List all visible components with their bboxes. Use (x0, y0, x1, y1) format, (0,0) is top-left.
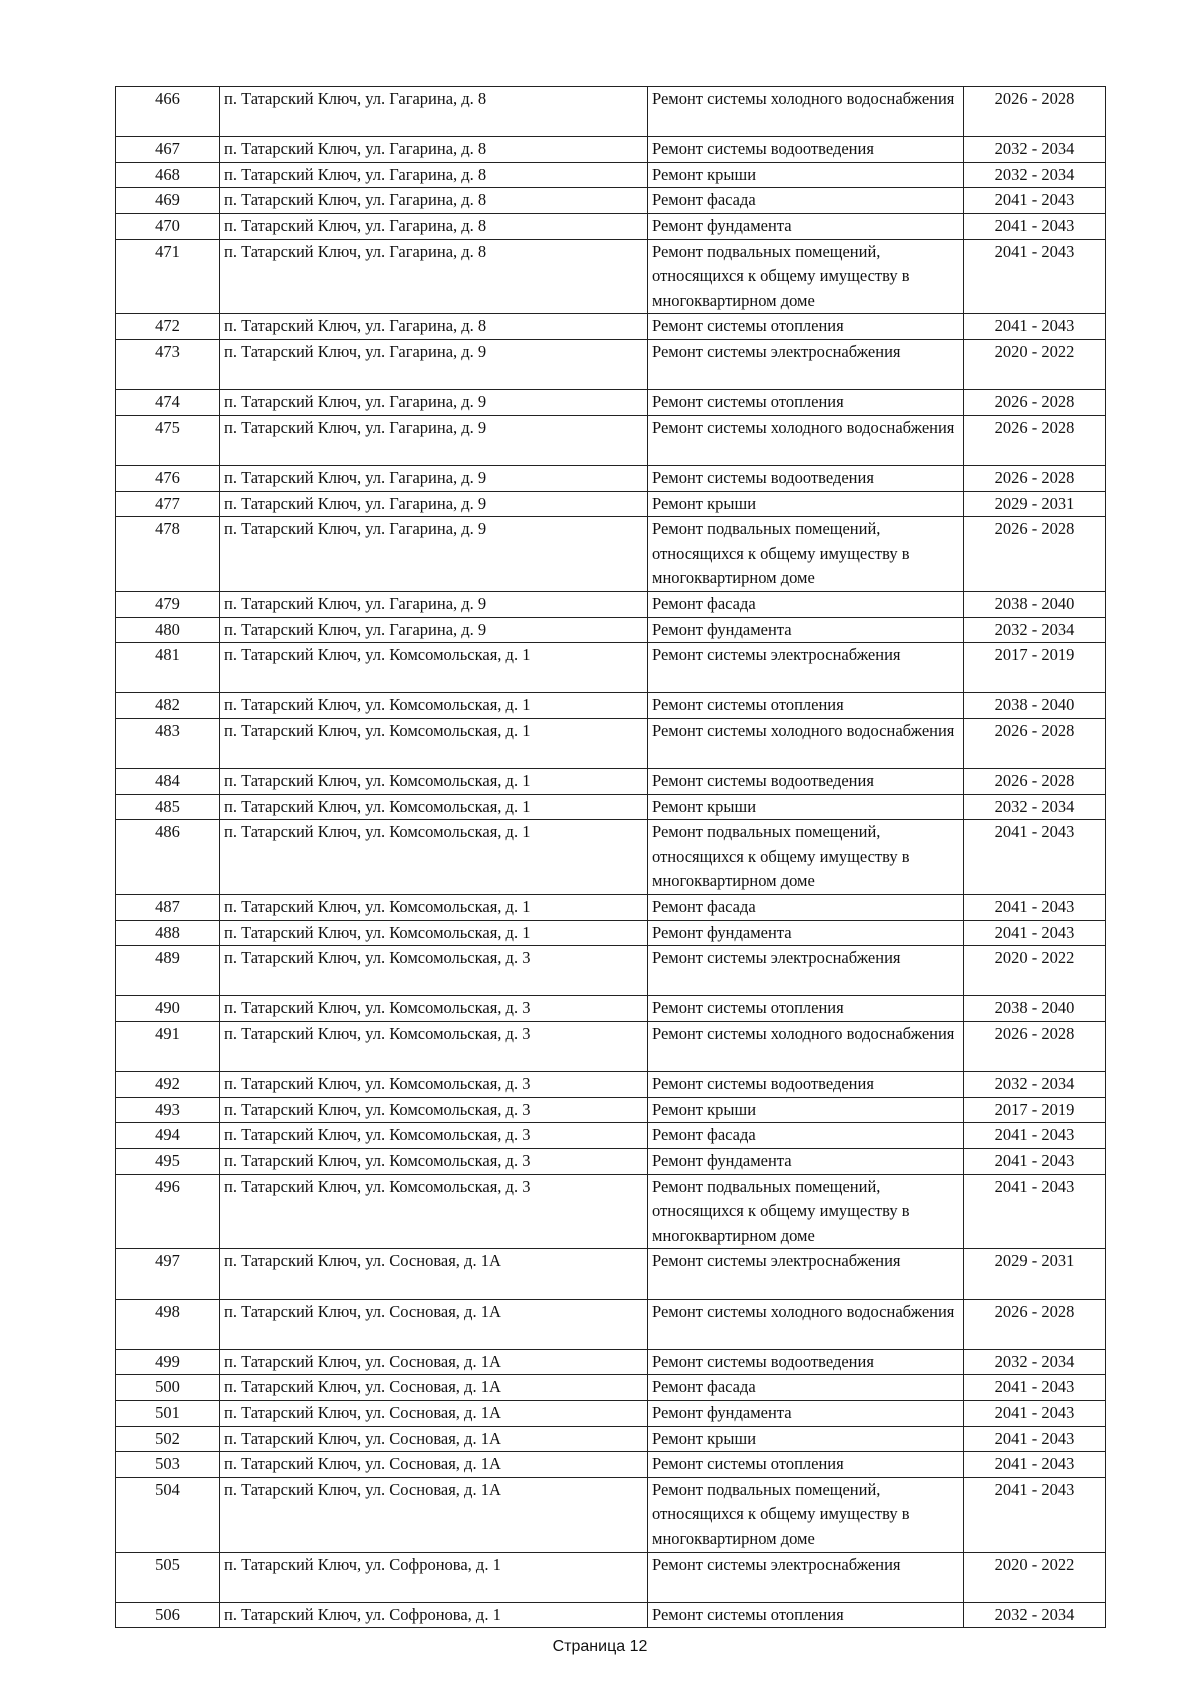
period-cell: 2026 - 2028 (964, 1022, 1106, 1072)
period-cell: 2041 - 2043 (964, 1400, 1106, 1426)
period-cell: 2041 - 2043 (964, 1477, 1106, 1552)
table-row (116, 1375, 1106, 1401)
table-row (116, 591, 1106, 617)
period-cell: 2026 - 2028 (964, 517, 1106, 592)
work-type-cell: Ремонт системы водоотведения (648, 137, 964, 163)
work-type-cell: Ремонт фундамента (648, 1148, 964, 1174)
row-number: 477 (116, 491, 220, 517)
table-row (116, 1097, 1106, 1123)
work-type-cell: Ремонт системы водоотведения (648, 465, 964, 491)
work-type-cell: Ремонт крыши (648, 794, 964, 820)
work-type-cell: Ремонт системы водоотведения (648, 1072, 964, 1098)
work-type-cell: Ремонт фасада (648, 895, 964, 921)
work-type-cell: Ремонт системы электроснабжения (648, 339, 964, 389)
row-number: 490 (116, 996, 220, 1022)
period-cell: 2026 - 2028 (964, 415, 1106, 465)
row-number: 505 (116, 1552, 220, 1602)
address-cell: п. Татарский Ключ, ул. Сосновая, д. 1А (220, 1349, 648, 1375)
table-row (116, 162, 1106, 188)
period-cell: 2041 - 2043 (964, 895, 1106, 921)
table-row (116, 87, 1106, 137)
address-cell: п. Татарский Ключ, ул. Сосновая, д. 1А (220, 1375, 648, 1401)
row-number: 486 (116, 820, 220, 895)
row-number: 467 (116, 137, 220, 163)
table-row (116, 1477, 1106, 1552)
table-row (116, 213, 1106, 239)
row-number: 470 (116, 213, 220, 239)
row-number: 500 (116, 1375, 220, 1401)
period-cell: 2017 - 2019 (964, 643, 1106, 693)
period-cell: 2041 - 2043 (964, 1452, 1106, 1478)
period-cell: 2041 - 2043 (964, 188, 1106, 214)
work-type-cell: Ремонт фасада (648, 591, 964, 617)
table-row (116, 1349, 1106, 1375)
table-row (116, 239, 1106, 314)
address-cell: п. Татарский Ключ, ул. Комсомольская, д. 3 (220, 1072, 648, 1098)
address-cell: п. Татарский Ключ, ул. Гагарина, д. 9 (220, 591, 648, 617)
row-number: 506 (116, 1602, 220, 1628)
period-cell: 2041 - 2043 (964, 1148, 1106, 1174)
work-type-cell: Ремонт подвальных помещений, относящихся к общему имуществу в многоквартирном доме (648, 1477, 964, 1552)
period-cell: 2041 - 2043 (964, 1174, 1106, 1249)
work-type-cell: Ремонт системы электроснабжения (648, 643, 964, 693)
period-cell: 2026 - 2028 (964, 1299, 1106, 1349)
row-number: 474 (116, 390, 220, 416)
table-row (116, 1426, 1106, 1452)
table-row (116, 1072, 1106, 1098)
address-cell: п. Татарский Ключ, ул. Гагарина, д. 8 (220, 137, 648, 163)
work-type-cell: Ремонт системы отопления (648, 1452, 964, 1478)
work-type-cell: Ремонт системы водоотведения (648, 769, 964, 795)
address-cell: п. Татарский Ключ, ул. Комсомольская, д. 1 (220, 895, 648, 921)
period-cell: 2029 - 2031 (964, 491, 1106, 517)
table-row (116, 390, 1106, 416)
address-cell: п. Татарский Ключ, ул. Гагарина, д. 8 (220, 162, 648, 188)
period-cell: 2026 - 2028 (964, 87, 1106, 137)
table-row (116, 1602, 1106, 1628)
address-cell: п. Татарский Ключ, ул. Гагарина, д. 9 (220, 390, 648, 416)
work-type-cell: Ремонт фундамента (648, 617, 964, 643)
row-number: 488 (116, 920, 220, 946)
row-number: 482 (116, 693, 220, 719)
page-number: Страница 12 (552, 1638, 648, 1655)
row-number: 487 (116, 895, 220, 921)
address-cell: п. Татарский Ключ, ул. Гагарина, д. 9 (220, 465, 648, 491)
period-cell: 2041 - 2043 (964, 239, 1106, 314)
table-row (116, 820, 1106, 895)
row-number: 493 (116, 1097, 220, 1123)
address-cell: п. Татарский Ключ, ул. Комсомольская, д. 1 (220, 769, 648, 795)
address-cell: п. Татарский Ключ, ул. Комсомольская, д. 1 (220, 920, 648, 946)
table-row (116, 1123, 1106, 1149)
address-cell: п. Татарский Ключ, ул. Комсомольская, д. 3 (220, 1123, 648, 1149)
period-cell: 2032 - 2034 (964, 617, 1106, 643)
work-type-cell: Ремонт системы отопления (648, 693, 964, 719)
work-type-cell: Ремонт системы отопления (648, 1602, 964, 1628)
address-cell: п. Татарский Ключ, ул. Сосновая, д. 1А (220, 1249, 648, 1299)
table-row (116, 415, 1106, 465)
table-row (116, 465, 1106, 491)
table-row (116, 1452, 1106, 1478)
table-row (116, 339, 1106, 389)
table-row (116, 1148, 1106, 1174)
period-cell: 2032 - 2034 (964, 162, 1106, 188)
address-cell: п. Татарский Ключ, ул. Гагарина, д. 8 (220, 314, 648, 340)
row-number: 495 (116, 1148, 220, 1174)
row-number: 479 (116, 591, 220, 617)
table-row (116, 769, 1106, 795)
row-number: 492 (116, 1072, 220, 1098)
address-cell: п. Татарский Ключ, ул. Гагарина, д. 9 (220, 415, 648, 465)
table-row (116, 643, 1106, 693)
row-number: 472 (116, 314, 220, 340)
period-cell: 2017 - 2019 (964, 1097, 1106, 1123)
table-row (116, 895, 1106, 921)
row-number: 501 (116, 1400, 220, 1426)
table-row (116, 617, 1106, 643)
period-cell: 2038 - 2040 (964, 693, 1106, 719)
work-type-cell: Ремонт системы холодного водоснабжения (648, 718, 964, 768)
period-cell: 2020 - 2022 (964, 946, 1106, 996)
period-cell: 2041 - 2043 (964, 1123, 1106, 1149)
address-cell: п. Татарский Ключ, ул. Гагарина, д. 9 (220, 617, 648, 643)
work-type-cell: Ремонт системы отопления (648, 390, 964, 416)
period-cell: 2041 - 2043 (964, 820, 1106, 895)
row-number: 471 (116, 239, 220, 314)
work-type-cell: Ремонт крыши (648, 1426, 964, 1452)
table-row (116, 996, 1106, 1022)
row-number: 485 (116, 794, 220, 820)
work-type-cell: Ремонт фасада (648, 188, 964, 214)
work-type-cell: Ремонт системы отопления (648, 314, 964, 340)
table-row (116, 314, 1106, 340)
address-cell: п. Татарский Ключ, ул. Гагарина, д. 9 (220, 491, 648, 517)
work-type-cell: Ремонт фасада (648, 1375, 964, 1401)
row-number: 468 (116, 162, 220, 188)
table-row (116, 1552, 1106, 1602)
work-type-cell: Ремонт системы отопления (648, 996, 964, 1022)
table-row (116, 693, 1106, 719)
address-cell: п. Татарский Ключ, ул. Комсомольская, д. 3 (220, 946, 648, 996)
work-type-cell: Ремонт фундамента (648, 1400, 964, 1426)
address-cell: п. Татарский Ключ, ул. Комсомольская, д. 1 (220, 643, 648, 693)
row-number: 498 (116, 1299, 220, 1349)
row-number: 478 (116, 517, 220, 592)
period-cell: 2020 - 2022 (964, 339, 1106, 389)
table-row (116, 718, 1106, 768)
address-cell: п. Татарский Ключ, ул. Сосновая, д. 1А (220, 1452, 648, 1478)
table-row (116, 517, 1106, 592)
period-cell: 2026 - 2028 (964, 769, 1106, 795)
address-cell: п. Татарский Ключ, ул. Гагарина, д. 9 (220, 517, 648, 592)
table-row (116, 1022, 1106, 1072)
address-cell: п. Татарский Ключ, ул. Сосновая, д. 1А (220, 1400, 648, 1426)
address-cell: п. Татарский Ключ, ул. Софронова, д. 1 (220, 1552, 648, 1602)
row-number: 496 (116, 1174, 220, 1249)
period-cell: 2032 - 2034 (964, 137, 1106, 163)
row-number: 494 (116, 1123, 220, 1149)
work-type-cell: Ремонт крыши (648, 491, 964, 517)
period-cell: 2041 - 2043 (964, 920, 1106, 946)
work-type-cell: Ремонт системы холодного водоснабжения (648, 1022, 964, 1072)
address-cell: п. Татарский Ключ, ул. Софронова, д. 1 (220, 1602, 648, 1628)
address-cell: п. Татарский Ключ, ул. Сосновая, д. 1А (220, 1426, 648, 1452)
row-number: 489 (116, 946, 220, 996)
work-type-cell: Ремонт подвальных помещений, относящихся к общему имуществу в многоквартирном доме (648, 517, 964, 592)
address-cell: п. Татарский Ключ, ул. Сосновая, д. 1А (220, 1477, 648, 1552)
work-type-cell: Ремонт крыши (648, 162, 964, 188)
period-cell: 2032 - 2034 (964, 1072, 1106, 1098)
address-cell: п. Татарский Ключ, ул. Гагарина, д. 8 (220, 188, 648, 214)
row-number: 473 (116, 339, 220, 389)
work-type-cell: Ремонт фундамента (648, 213, 964, 239)
row-number: 503 (116, 1452, 220, 1478)
period-cell: 2020 - 2022 (964, 1552, 1106, 1602)
period-cell: 2041 - 2043 (964, 1375, 1106, 1401)
table-row (116, 188, 1106, 214)
address-cell: п. Татарский Ключ, ул. Комсомольская, д. 3 (220, 996, 648, 1022)
address-cell: п. Татарский Ключ, ул. Комсомольская, д. 1 (220, 794, 648, 820)
row-number: 483 (116, 718, 220, 768)
table-row (116, 920, 1106, 946)
row-number: 497 (116, 1249, 220, 1299)
work-type-cell: Ремонт системы холодного водоснабжения (648, 87, 964, 137)
work-type-cell: Ремонт системы электроснабжения (648, 1249, 964, 1299)
table-row (116, 794, 1106, 820)
address-cell: п. Татарский Ключ, ул. Комсомольская, д. 1 (220, 693, 648, 719)
address-cell: п. Татарский Ключ, ул. Гагарина, д. 9 (220, 339, 648, 389)
work-type-cell: Ремонт фасада (648, 1123, 964, 1149)
period-cell: 2038 - 2040 (964, 591, 1106, 617)
table-body (116, 87, 1106, 1628)
table-row (116, 946, 1106, 996)
row-number: 466 (116, 87, 220, 137)
period-cell: 2041 - 2043 (964, 213, 1106, 239)
period-cell: 2041 - 2043 (964, 314, 1106, 340)
work-type-cell: Ремонт системы электроснабжения (648, 946, 964, 996)
address-cell: п. Татарский Ключ, ул. Комсомольская, д. 1 (220, 820, 648, 895)
address-cell: п. Татарский Ключ, ул. Сосновая, д. 1А (220, 1299, 648, 1349)
table-row (116, 1249, 1106, 1299)
address-cell: п. Татарский Ключ, ул. Комсомольская, д. 3 (220, 1022, 648, 1072)
period-cell: 2032 - 2034 (964, 1602, 1106, 1628)
table-row (116, 491, 1106, 517)
row-number: 481 (116, 643, 220, 693)
row-number: 491 (116, 1022, 220, 1072)
address-cell: п. Татарский Ключ, ул. Комсомольская, д. 3 (220, 1148, 648, 1174)
work-type-cell: Ремонт системы электроснабжения (648, 1552, 964, 1602)
period-cell: 2032 - 2034 (964, 794, 1106, 820)
row-number: 469 (116, 188, 220, 214)
address-cell: п. Татарский Ключ, ул. Комсомольская, д. 1 (220, 718, 648, 768)
period-cell: 2038 - 2040 (964, 996, 1106, 1022)
work-type-cell: Ремонт подвальных помещений, относящихся к общему имуществу в многоквартирном доме (648, 820, 964, 895)
work-type-cell: Ремонт подвальных помещений, относящихся к общему имуществу в многоквартирном доме (648, 1174, 964, 1249)
address-cell: п. Татарский Ключ, ул. Гагарина, д. 8 (220, 213, 648, 239)
address-cell: п. Татарский Ключ, ул. Комсомольская, д. 3 (220, 1097, 648, 1123)
work-type-cell: Ремонт фундамента (648, 920, 964, 946)
period-cell: 2026 - 2028 (964, 465, 1106, 491)
work-type-cell: Ремонт крыши (648, 1097, 964, 1123)
period-cell: 2026 - 2028 (964, 718, 1106, 768)
address-cell: п. Татарский Ключ, ул. Гагарина, д. 8 (220, 239, 648, 314)
row-number: 476 (116, 465, 220, 491)
row-number: 484 (116, 769, 220, 795)
row-number: 499 (116, 1349, 220, 1375)
row-number: 504 (116, 1477, 220, 1552)
address-cell: п. Татарский Ключ, ул. Гагарина, д. 8 (220, 87, 648, 137)
period-cell: 2032 - 2034 (964, 1349, 1106, 1375)
work-type-cell: Ремонт подвальных помещений, относящихся к общему имуществу в многоквартирном доме (648, 239, 964, 314)
table-row (116, 1400, 1106, 1426)
period-cell: 2026 - 2028 (964, 390, 1106, 416)
table-row (116, 137, 1106, 163)
capital-repair-table (115, 86, 1106, 1628)
period-cell: 2041 - 2043 (964, 1426, 1106, 1452)
work-type-cell: Ремонт системы холодного водоснабжения (648, 1299, 964, 1349)
address-cell: п. Татарский Ключ, ул. Комсомольская, д. 3 (220, 1174, 648, 1249)
work-type-cell: Ремонт системы холодного водоснабжения (648, 415, 964, 465)
work-type-cell: Ремонт системы водоотведения (648, 1349, 964, 1375)
table-row (116, 1299, 1106, 1349)
table-row (116, 1174, 1106, 1249)
row-number: 502 (116, 1426, 220, 1452)
row-number: 475 (116, 415, 220, 465)
row-number: 480 (116, 617, 220, 643)
period-cell: 2029 - 2031 (964, 1249, 1106, 1299)
